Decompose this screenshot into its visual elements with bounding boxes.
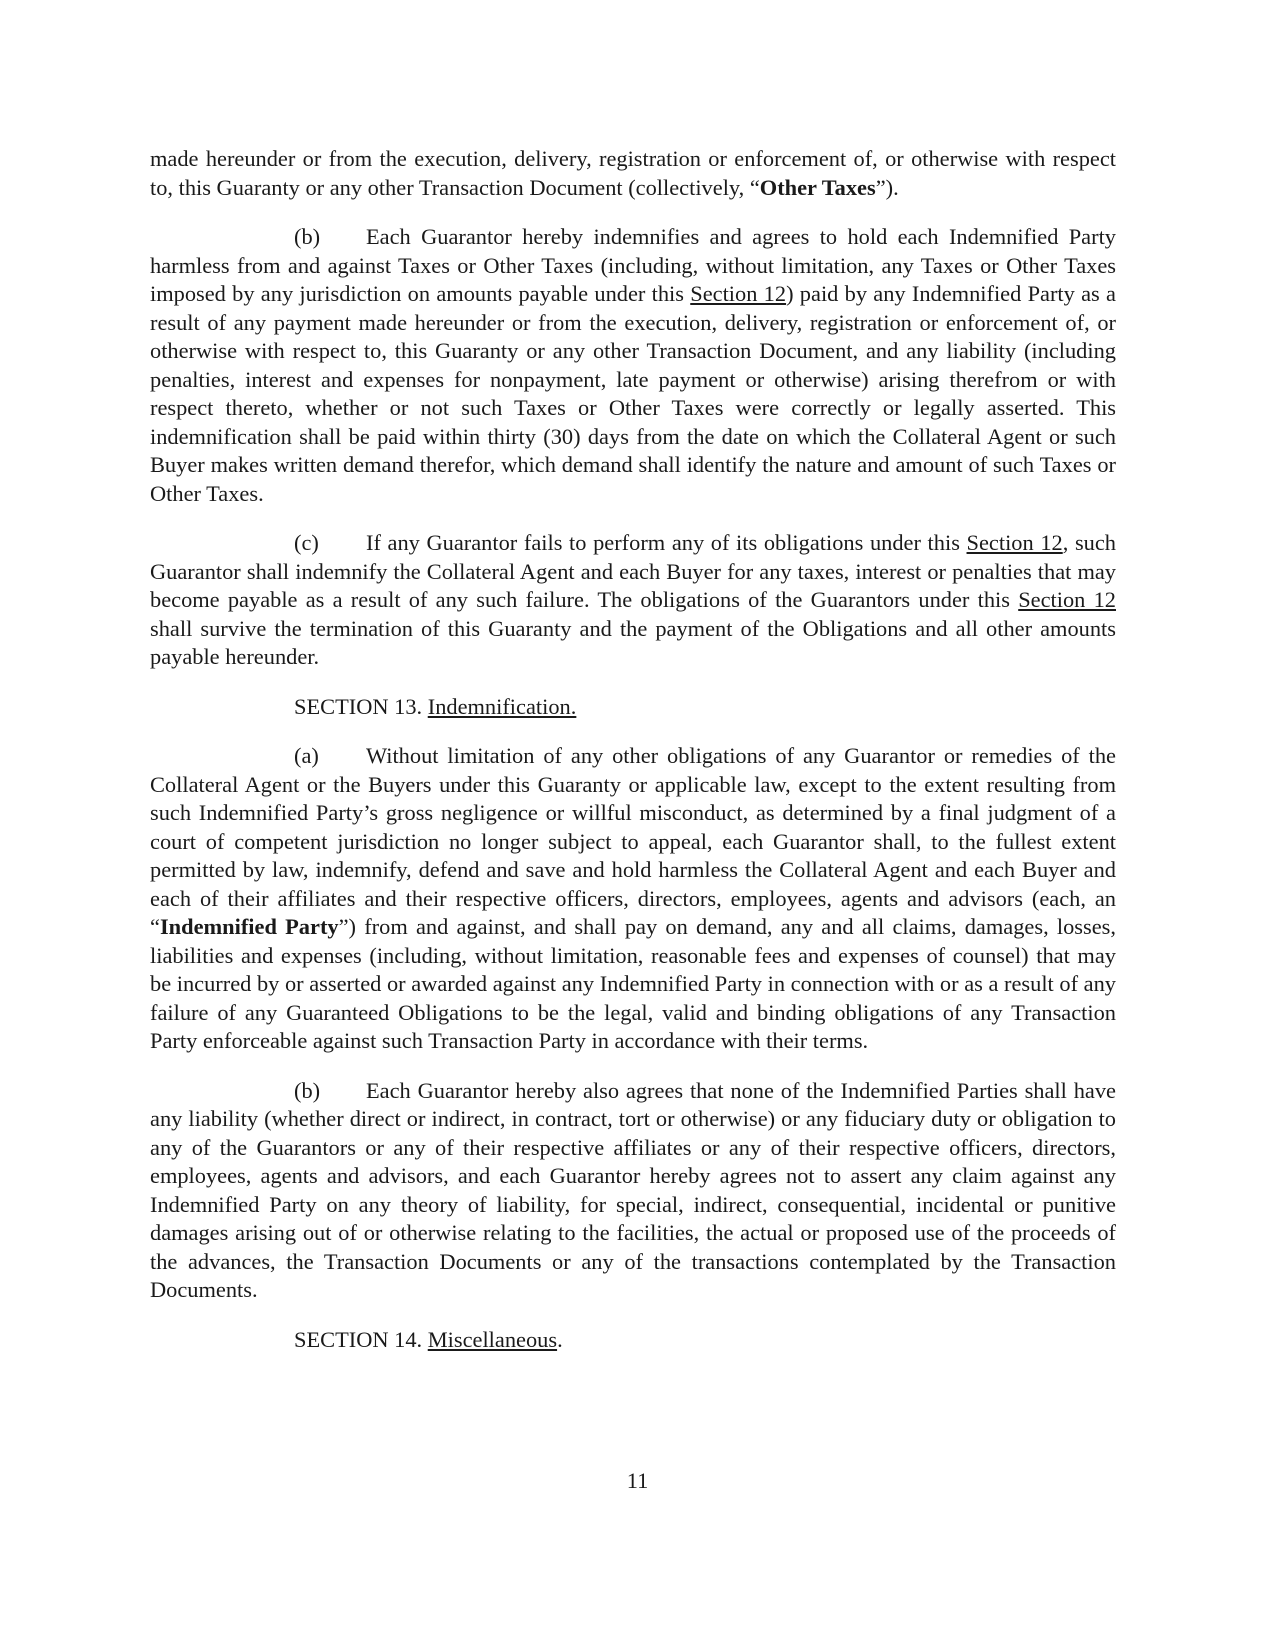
section-title: Indemnification.: [427, 693, 577, 719]
paragraph-text: ”).: [875, 174, 899, 200]
paragraph-text: made hereunder or from the execution, delivery, registration or enforcement of, or otherwise with respect to, this Guaranty or any other Transaction Document (collectively, “: [150, 146, 1116, 200]
paragraph-text: If any Guarantor fails to perform any of its obligations under this: [366, 530, 967, 555]
section-14-heading: [150, 1326, 1116, 1355]
paragraph-text: shall survive the termination of this Guaranty and the payment of the Obligations and all other amounts payable hereunder.: [150, 615, 1116, 669]
paragraph-text: , such Guarantor shall indemnify the Collateral Agent and each Buyer for any taxes, interest or penalties that may become payable as a result of any such failure. The obligations of the Guarantors under this: [150, 530, 1116, 612]
paragraph-text: Each Guarantor hereby also agrees that none of the Indemnified Parties shall have any liability (whether direct or indirect, in contract, tort or otherwise) or any fiduciary duty or obligation to any of the Guarantors or any of their respective affiliates or any of their respective officers, directors, employees, agents and advisors, and each Guarantor hereby agrees not to assert any claim against any Indemnified Party on any theory of liability, for special, indirect, consequential, incidental or punitive damages arising out of or otherwise relating to the facilities, the actual or proposed use of the proceeds of the advances, the Transaction Documents or any of the transactions contemplated by the Transaction Documents.: [150, 1077, 1116, 1302]
paragraph-12c: [150, 529, 1116, 672]
document-page: [150, 145, 1116, 1375]
defined-term-indemnified-party: Indemnified Party: [159, 914, 339, 939]
section-number: SECTION 13.: [294, 693, 428, 719]
paragraph-13a: [150, 742, 1116, 1056]
section-title-period: .: [557, 1326, 563, 1352]
section-reference: Section 12: [966, 530, 1063, 555]
section-13-heading: [150, 693, 1116, 722]
paragraph-12b: [150, 223, 1116, 508]
paragraph-text: ) paid by any Indemnified Party as a result of any payment made hereunder or from the execution, delivery, registration or enforcement of, or otherwise with respect to, this Guaranty or any other Transaction Document, and any liability (including penalties, interest and expenses for nonpayment, late payment or otherwise) arising therefrom or with respect thereto, whether or not such Taxes or Other Taxes were correctly or legally asserted. This indemnification shall be paid within thirty (30) days from the date on which the Collateral Agent or such Buyer makes written demand therefor, which demand shall identify the nature and amount of such Taxes or Other Taxes.: [150, 281, 1116, 506]
paragraph-text: ”) from and against, and shall pay on demand, any and all claims, damages, losses, liabilities and expenses (including, without limitation, reasonable fees and expenses of counsel) that may be incurred by or asserted or awarded against any Indemnified Party in connection with or as a result of any failure of any Guaranteed Obligations to be the legal, valid and binding obligations of any Transaction Party enforceable against such Transaction Party in accordance with their terms.: [150, 914, 1116, 1053]
section-title: Miscellaneous: [427, 1326, 558, 1352]
section-number: SECTION 14.: [294, 1326, 428, 1352]
section-reference: Section 12: [690, 281, 787, 306]
paragraph-text: Each Guarantor hereby indemnifies and agrees to hold each Indemnified Party harmless from and against Taxes or Other Taxes (including, without limitation, any Taxes or Other Taxes imposed by any jurisdiction on amounts payable under this: [150, 224, 1116, 306]
clause-label: (c): [294, 530, 319, 555]
clause-label: (b): [294, 224, 321, 249]
section-reference: Section 12: [1018, 587, 1116, 612]
paragraph-other-taxes: [150, 145, 1116, 202]
clause-label: (a): [294, 743, 319, 768]
defined-term-other-taxes: Other Taxes: [759, 174, 876, 200]
clause-label: (b): [294, 1077, 321, 1103]
paragraph-text: Without limitation of any other obligations of any Guarantor or remedies of the Collateral Agent or the Buyers under this Guaranty or applicable law, except to the extent resulting from such Indemnified Party’s gross negligence or willful misconduct, as determined by a final judgment of a court of competent jurisdiction no longer subject to appeal, each Guarantor shall, to the fullest extent permitted by law, indemnify, defend and save and hold harmless the Collateral Agent and each Buyer and each of their affiliates and their respective officers, directors, employees, agents and advisors (each, an “: [150, 743, 1116, 939]
paragraph-13b: [150, 1077, 1116, 1305]
page-number: 11: [626, 1468, 649, 1493]
